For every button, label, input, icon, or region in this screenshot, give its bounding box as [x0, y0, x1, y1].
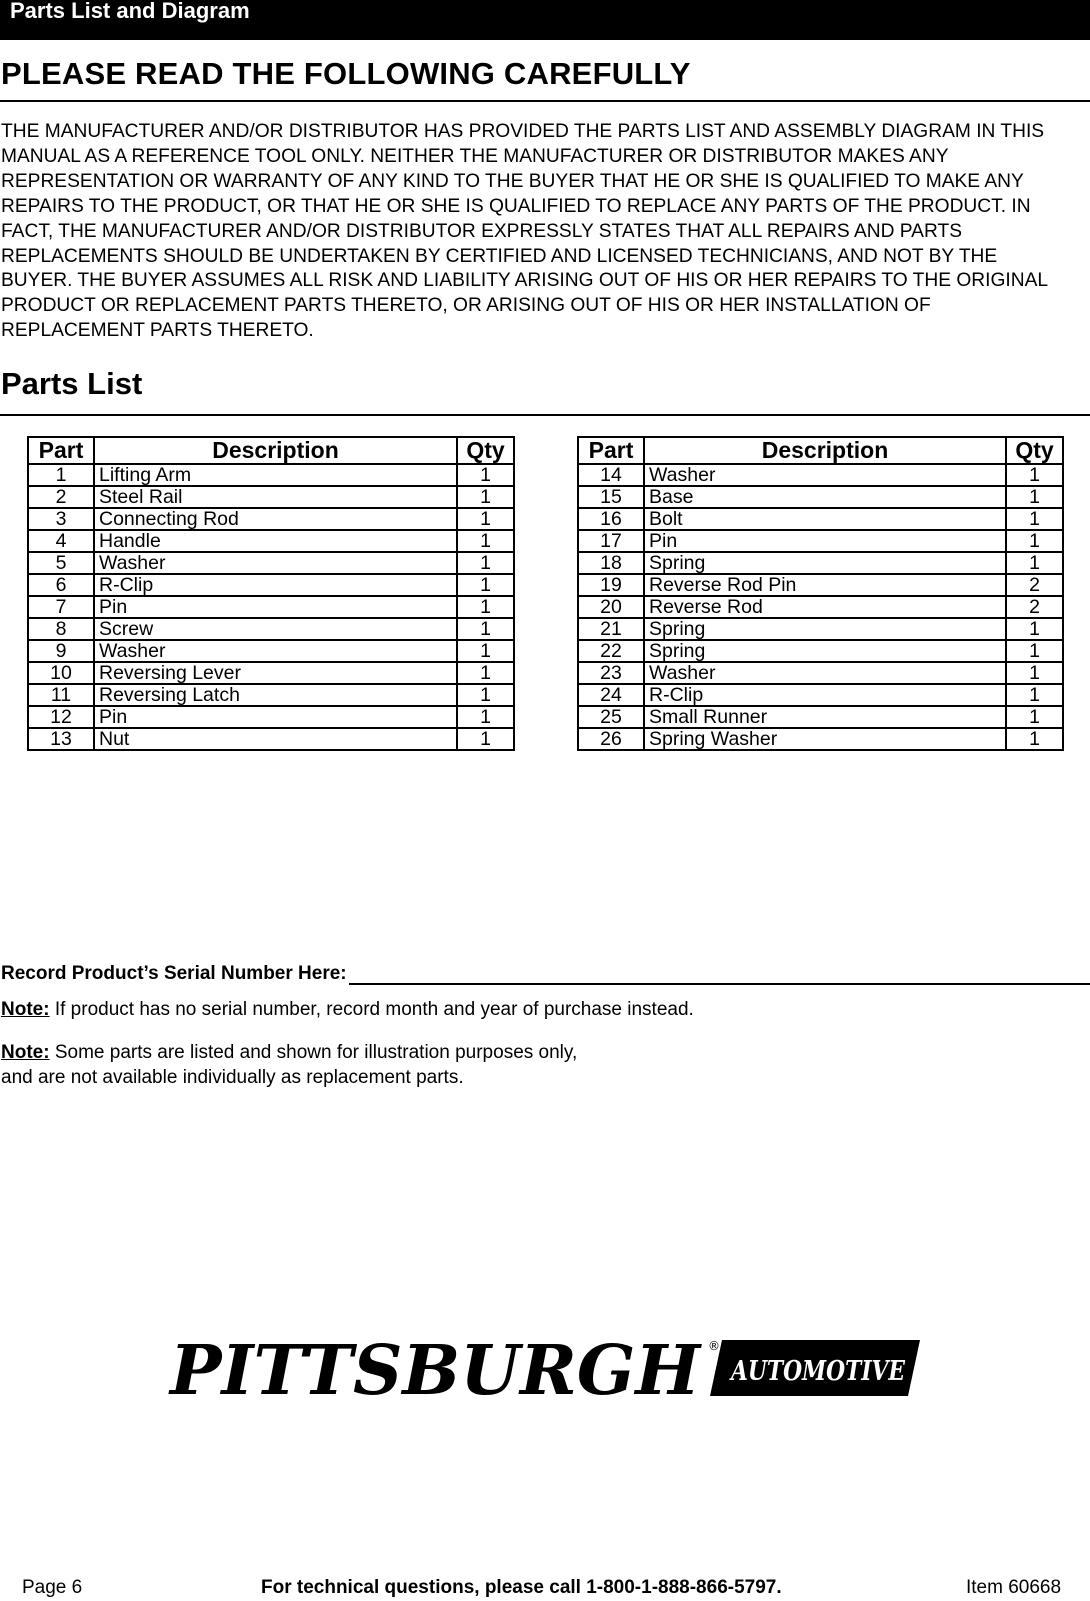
part-number-cell: 1 — [28, 464, 94, 486]
table-row — [28, 464, 514, 486]
description-cell: Small Runner — [644, 706, 1006, 728]
qty-cell: 1 — [1006, 486, 1063, 508]
note-text-line2: and are not available individually as replacement parts. — [1, 1066, 464, 1088]
note-label: Note: — [1, 999, 50, 1020]
note-illustration — [1, 1041, 577, 1090]
description-cell: Spring — [644, 552, 1006, 574]
parts-list-heading: Parts List — [1, 366, 143, 401]
description-cell: Reverse Rod — [644, 596, 1006, 618]
part-number-cell: 21 — [578, 618, 644, 640]
table-row — [578, 662, 1063, 684]
part-number-cell: 23 — [578, 662, 644, 684]
description-cell: Handle — [94, 530, 457, 552]
table-row — [28, 684, 514, 706]
description-cell: Nut — [94, 728, 457, 750]
header-description: Description — [94, 437, 457, 464]
note-text: If product has no serial number, record month and year of purchase instead. — [49, 999, 694, 1020]
description-cell: Reversing Lever — [94, 662, 457, 684]
pittsburgh-automotive-logo — [167, 1331, 920, 1411]
note-text-line1: Some parts are listed and shown for illustration purposes only, — [49, 1042, 578, 1063]
header-description: Description — [644, 437, 1006, 464]
part-number-cell: 22 — [578, 640, 644, 662]
qty-cell: 1 — [457, 706, 514, 728]
parts-table-left — [27, 436, 515, 751]
description-cell: Bolt — [644, 508, 1006, 530]
part-number-cell: 4 — [28, 530, 94, 552]
table-row — [28, 618, 514, 640]
part-number-cell: 9 — [28, 640, 94, 662]
qty-cell: 1 — [1006, 640, 1063, 662]
header-part: Part — [28, 437, 94, 464]
qty-cell: 1 — [1006, 618, 1063, 640]
qty-cell: 1 — [1006, 464, 1063, 486]
table-row — [578, 618, 1063, 640]
description-cell: Lifting Arm — [94, 464, 457, 486]
description-cell: Spring — [644, 618, 1006, 640]
table-row — [578, 640, 1063, 662]
table-row — [28, 728, 514, 750]
parts-heading-divider — [0, 414, 1090, 416]
logo-registered: ® — [708, 1339, 720, 1353]
description-cell: Reversing Latch — [94, 684, 457, 706]
qty-cell: 1 — [1006, 728, 1063, 750]
note-label: Note: — [1, 1042, 50, 1063]
part-number-cell: 6 — [28, 574, 94, 596]
description-cell: Connecting Rod — [94, 508, 457, 530]
description-cell: Washer — [644, 662, 1006, 684]
qty-cell: 1 — [1006, 706, 1063, 728]
qty-cell: 1 — [457, 552, 514, 574]
qty-cell: 1 — [457, 508, 514, 530]
qty-cell: 2 — [1006, 574, 1063, 596]
table-row — [578, 486, 1063, 508]
header-qty: Qty — [1006, 437, 1063, 464]
part-number-cell: 10 — [28, 662, 94, 684]
description-cell: Washer — [644, 464, 1006, 486]
table-row — [28, 596, 514, 618]
description-cell: Pin — [94, 596, 457, 618]
part-number-cell: 18 — [578, 552, 644, 574]
part-number-cell: 13 — [28, 728, 94, 750]
table-row — [578, 464, 1063, 486]
description-cell: R-Clip — [94, 574, 457, 596]
section-title: Parts List and Diagram — [10, 0, 250, 23]
item-number: Item 60668 — [966, 1577, 1062, 1598]
section-header-bar — [0, 0, 1090, 40]
part-number-cell: 19 — [578, 574, 644, 596]
qty-cell: 1 — [457, 640, 514, 662]
header-qty: Qty — [457, 437, 514, 464]
table-row — [28, 530, 514, 552]
disclaimer-text: THE MANUFACTURER AND/OR DISTRIBUTOR HAS PROVIDED THE PARTS LIST AND ASSEMBLY DIAGRAM IN THIS MANUAL AS A REFERENCE TOOL ONLY. NEITHER THE MANUFACTURER OR DISTRIBUTOR MAKES ANY REPRESENTATION OR WARRANTY OF ANY KIND TO THE BUYER THAT HE OR SHE IS QUALIFIED TO MAKE ANY REPAIRS TO THE PRODUCT, OR THAT HE OR SHE IS QUALIFIED TO REPLACE ANY PARTS OF THE PRODUCT. IN FACT, THE MANUFACTURER AND/OR DISTRIBUTOR EXPRESSLY STATES THAT ALL REPAIRS AND PARTS REPLACEMENTS SHOULD BE UNDERTAKEN BY CERTIFIED AND LICENSED TECHNICIANS, AND NOT BY THE BUYER. THE BUYER ASSUMES ALL RISK AND LIABILITY ARISING OUT OF HIS OR HER REPAIRS TO THE ORIGINAL PRODUCT OR REPLACEMENT PARTS THERETO, OR ARISING OUT OF HIS OR HER INSTALLATION OF REPLACEMENT PARTS THERETO. — [1, 121, 1048, 342]
table-row — [28, 486, 514, 508]
qty-cell: 1 — [1006, 530, 1063, 552]
qty-cell: 1 — [1006, 684, 1063, 706]
table-row — [578, 684, 1063, 706]
qty-cell: 1 — [457, 574, 514, 596]
description-cell: Pin — [644, 530, 1006, 552]
note-serial — [1, 998, 694, 1023]
qty-cell: 1 — [457, 464, 514, 486]
qty-cell: 1 — [457, 662, 514, 684]
part-number-cell: 25 — [578, 706, 644, 728]
part-number-cell: 20 — [578, 596, 644, 618]
parts-table-right — [577, 436, 1064, 751]
table-row — [578, 574, 1063, 596]
part-number-cell: 7 — [28, 596, 94, 618]
table-row — [28, 574, 514, 596]
part-number-cell: 26 — [578, 728, 644, 750]
part-number-cell: 16 — [578, 508, 644, 530]
serial-number-label: Record Product’s Serial Number Here: — [1, 963, 347, 984]
header-part: Part — [578, 437, 644, 464]
qty-cell: 1 — [457, 728, 514, 750]
description-cell: Spring Washer — [644, 728, 1006, 750]
qty-cell: 1 — [457, 530, 514, 552]
table-row — [28, 640, 514, 662]
qty-cell: 1 — [457, 596, 514, 618]
table-row — [28, 552, 514, 574]
qty-cell: 1 — [457, 684, 514, 706]
description-cell: Base — [644, 486, 1006, 508]
description-cell: Washer — [94, 552, 457, 574]
part-number-cell: 14 — [578, 464, 644, 486]
part-number-cell: 3 — [28, 508, 94, 530]
table-row — [578, 706, 1063, 728]
description-cell: R-Clip — [644, 684, 1006, 706]
table-row — [28, 508, 514, 530]
qty-cell: 1 — [1006, 508, 1063, 530]
logo-sub: AUTOMOTIVE — [728, 1356, 906, 1387]
table-row — [578, 530, 1063, 552]
table-row — [578, 596, 1063, 618]
serial-number-line — [349, 962, 1090, 985]
part-number-cell: 5 — [28, 552, 94, 574]
page-number: Page 6 — [22, 1577, 83, 1598]
part-number-cell: 12 — [28, 706, 94, 728]
description-cell: Reverse Rod Pin — [644, 574, 1006, 596]
table-row — [578, 552, 1063, 574]
part-number-cell: 17 — [578, 530, 644, 552]
serial-number-field — [1, 962, 1090, 986]
part-number-cell: 2 — [28, 486, 94, 508]
tech-support-line: For technical questions, please call 1-800-1-888-866-5797. — [261, 1577, 782, 1598]
qty-cell: 1 — [457, 486, 514, 508]
heading-divider — [0, 100, 1090, 102]
part-number-cell: 8 — [28, 618, 94, 640]
description-cell: Screw — [94, 618, 457, 640]
part-number-cell: 24 — [578, 684, 644, 706]
table-row — [578, 728, 1063, 750]
qty-cell: 1 — [1006, 662, 1063, 684]
description-cell: Steel Rail — [94, 486, 457, 508]
qty-cell: 2 — [1006, 596, 1063, 618]
description-cell: Spring — [644, 640, 1006, 662]
warning-heading: PLEASE READ THE FOLLOWING CAREFULLY — [1, 56, 691, 91]
description-cell: Washer — [94, 640, 457, 662]
qty-cell: 1 — [1006, 552, 1063, 574]
table-row — [578, 508, 1063, 530]
logo-brand: PITTSBURGH — [167, 1331, 703, 1411]
part-number-cell: 15 — [578, 486, 644, 508]
description-cell: Pin — [94, 706, 457, 728]
qty-cell: 1 — [457, 618, 514, 640]
table-row — [28, 662, 514, 684]
part-number-cell: 11 — [28, 684, 94, 706]
table-row — [28, 706, 514, 728]
